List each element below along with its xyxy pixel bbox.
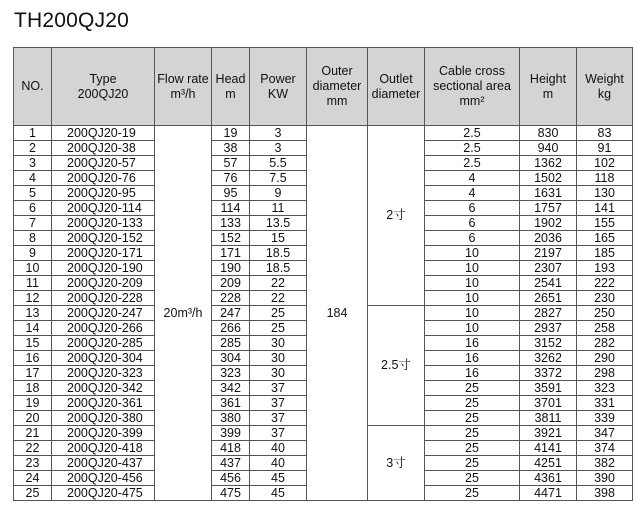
cell-type: 200QJ20-399	[52, 426, 155, 441]
cell-no: 2	[14, 141, 52, 156]
cell-weight: 230	[577, 291, 633, 306]
cell-type: 200QJ20-114	[52, 201, 155, 216]
cell-no: 16	[14, 351, 52, 366]
cell-height: 2827	[520, 306, 577, 321]
cell-weight: 155	[577, 216, 633, 231]
cell-type: 200QJ20-456	[52, 471, 155, 486]
cell-type: 200QJ20-437	[52, 456, 155, 471]
cell-height: 940	[520, 141, 577, 156]
cell-type: 200QJ20-95	[52, 186, 155, 201]
cell-no: 4	[14, 171, 52, 186]
cell-cable-area: 25	[425, 441, 520, 456]
cell-flow-rate: 20m³/h	[155, 126, 212, 501]
cell-power: 18.5	[250, 261, 307, 276]
cell-height: 3701	[520, 396, 577, 411]
table-header-row	[14, 48, 633, 126]
cell-power: 37	[250, 381, 307, 396]
cell-weight: 165	[577, 231, 633, 246]
cell-type: 200QJ20-57	[52, 156, 155, 171]
cell-weight: 250	[577, 306, 633, 321]
cell-height: 2036	[520, 231, 577, 246]
cell-power: 25	[250, 321, 307, 336]
cell-outlet-diameter: 2.5寸	[368, 306, 425, 426]
cell-weight: 185	[577, 246, 633, 261]
cell-power: 45	[250, 486, 307, 501]
cell-power: 13.5	[250, 216, 307, 231]
cell-height: 1631	[520, 186, 577, 201]
cell-type: 200QJ20-247	[52, 306, 155, 321]
cell-height: 1502	[520, 171, 577, 186]
cell-no: 5	[14, 186, 52, 201]
cell-weight: 298	[577, 366, 633, 381]
header-head: Head m	[212, 48, 250, 126]
cell-no: 24	[14, 471, 52, 486]
cell-height: 2197	[520, 246, 577, 261]
header-outer-diameter: Outer diameter mm	[307, 48, 368, 126]
cell-power: 3	[250, 126, 307, 141]
cell-head: 342	[212, 381, 250, 396]
header-cable-area: Cable cross sectional area mm²	[425, 48, 520, 126]
cell-cable-area: 16	[425, 366, 520, 381]
cell-cable-area: 2.5	[425, 156, 520, 171]
cell-height: 3262	[520, 351, 577, 366]
cell-height: 4251	[520, 456, 577, 471]
cell-cable-area: 10	[425, 321, 520, 336]
cell-no: 21	[14, 426, 52, 441]
cell-no: 10	[14, 261, 52, 276]
cell-head: 133	[212, 216, 250, 231]
cell-type: 200QJ20-209	[52, 276, 155, 291]
cell-no: 15	[14, 336, 52, 351]
cell-weight: 398	[577, 486, 633, 501]
cell-power: 5.5	[250, 156, 307, 171]
cell-power: 37	[250, 426, 307, 441]
cell-cable-area: 16	[425, 351, 520, 366]
cell-power: 11	[250, 201, 307, 216]
cell-weight: 323	[577, 381, 633, 396]
cell-head: 475	[212, 486, 250, 501]
cell-cable-area: 25	[425, 396, 520, 411]
cell-cable-area: 25	[425, 381, 520, 396]
cell-weight: 83	[577, 126, 633, 141]
cell-weight: 193	[577, 261, 633, 276]
cell-type: 200QJ20-323	[52, 366, 155, 381]
cell-head: 152	[212, 231, 250, 246]
cell-no: 12	[14, 291, 52, 306]
cell-cable-area: 25	[425, 486, 520, 501]
cell-height: 3921	[520, 426, 577, 441]
cell-cable-area: 25	[425, 456, 520, 471]
cell-height: 4471	[520, 486, 577, 501]
cell-type: 200QJ20-475	[52, 486, 155, 501]
cell-power: 25	[250, 306, 307, 321]
cell-height: 3152	[520, 336, 577, 351]
cell-weight: 222	[577, 276, 633, 291]
cell-cable-area: 2.5	[425, 141, 520, 156]
cell-head: 418	[212, 441, 250, 456]
cell-power: 37	[250, 396, 307, 411]
cell-head: 380	[212, 411, 250, 426]
cell-weight: 390	[577, 471, 633, 486]
cell-no: 23	[14, 456, 52, 471]
cell-height: 2651	[520, 291, 577, 306]
cell-no: 20	[14, 411, 52, 426]
cell-weight: 258	[577, 321, 633, 336]
cell-type: 200QJ20-266	[52, 321, 155, 336]
cell-type: 200QJ20-285	[52, 336, 155, 351]
cell-no: 25	[14, 486, 52, 501]
cell-outer-diameter: 184	[307, 126, 368, 501]
cell-weight: 374	[577, 441, 633, 456]
cell-type: 200QJ20-19	[52, 126, 155, 141]
cell-no: 8	[14, 231, 52, 246]
cell-no: 9	[14, 246, 52, 261]
cell-height: 4141	[520, 441, 577, 456]
cell-cable-area: 6	[425, 231, 520, 246]
cell-height: 2541	[520, 276, 577, 291]
cell-no: 13	[14, 306, 52, 321]
cell-outlet-diameter: 3寸	[368, 426, 425, 501]
cell-weight: 130	[577, 186, 633, 201]
cell-head: 114	[212, 201, 250, 216]
cell-no: 18	[14, 381, 52, 396]
header-flow-rate: Flow rate m³/h	[155, 48, 212, 126]
cell-type: 200QJ20-361	[52, 396, 155, 411]
cell-power: 37	[250, 411, 307, 426]
cell-no: 14	[14, 321, 52, 336]
cell-head: 19	[212, 126, 250, 141]
cell-cable-area: 10	[425, 276, 520, 291]
cell-height: 1757	[520, 201, 577, 216]
header-no: NO.	[14, 48, 52, 126]
cell-outlet-diameter: 2寸	[368, 126, 425, 306]
cell-weight: 290	[577, 351, 633, 366]
cell-head: 304	[212, 351, 250, 366]
header-weight: Weight kg	[577, 48, 633, 126]
cell-power: 30	[250, 366, 307, 381]
cell-head: 228	[212, 291, 250, 306]
cell-height: 3372	[520, 366, 577, 381]
cell-head: 361	[212, 396, 250, 411]
cell-cable-area: 25	[425, 426, 520, 441]
cell-power: 18.5	[250, 246, 307, 261]
cell-head: 266	[212, 321, 250, 336]
cell-no: 19	[14, 396, 52, 411]
cell-cable-area: 6	[425, 216, 520, 231]
cell-height: 3811	[520, 411, 577, 426]
cell-power: 22	[250, 276, 307, 291]
cell-no: 3	[14, 156, 52, 171]
cell-power: 30	[250, 351, 307, 366]
cell-cable-area: 4	[425, 171, 520, 186]
cell-cable-area: 25	[425, 471, 520, 486]
table-body	[14, 126, 633, 501]
cell-power: 40	[250, 441, 307, 456]
cell-head: 57	[212, 156, 250, 171]
cell-weight: 339	[577, 411, 633, 426]
cell-head: 247	[212, 306, 250, 321]
cell-cable-area: 25	[425, 411, 520, 426]
cell-weight: 347	[577, 426, 633, 441]
cell-power: 40	[250, 456, 307, 471]
cell-power: 45	[250, 471, 307, 486]
cell-power: 15	[250, 231, 307, 246]
cell-type: 200QJ20-38	[52, 141, 155, 156]
cell-head: 190	[212, 261, 250, 276]
cell-power: 22	[250, 291, 307, 306]
cell-no: 7	[14, 216, 52, 231]
table-row	[14, 126, 633, 141]
cell-type: 200QJ20-171	[52, 246, 155, 261]
cell-height: 2307	[520, 261, 577, 276]
cell-type: 200QJ20-418	[52, 441, 155, 456]
cell-head: 285	[212, 336, 250, 351]
header-power: Power KW	[250, 48, 307, 126]
cell-height: 1362	[520, 156, 577, 171]
cell-head: 95	[212, 186, 250, 201]
cell-type: 200QJ20-133	[52, 216, 155, 231]
page-title: TH200QJ20	[14, 9, 130, 32]
cell-weight: 118	[577, 171, 633, 186]
cell-weight: 102	[577, 156, 633, 171]
cell-no: 1	[14, 126, 52, 141]
cell-type: 200QJ20-76	[52, 171, 155, 186]
cell-height: 2937	[520, 321, 577, 336]
cell-type: 200QJ20-304	[52, 351, 155, 366]
cell-power: 30	[250, 336, 307, 351]
cell-head: 171	[212, 246, 250, 261]
spec-table	[13, 47, 633, 501]
cell-head: 399	[212, 426, 250, 441]
cell-weight: 141	[577, 201, 633, 216]
cell-no: 17	[14, 366, 52, 381]
cell-no: 11	[14, 276, 52, 291]
header-height: Height m	[520, 48, 577, 126]
cell-head: 38	[212, 141, 250, 156]
cell-cable-area: 4	[425, 186, 520, 201]
cell-cable-area: 10	[425, 246, 520, 261]
cell-weight: 382	[577, 456, 633, 471]
cell-height: 1902	[520, 216, 577, 231]
cell-head: 76	[212, 171, 250, 186]
cell-cable-area: 6	[425, 201, 520, 216]
header-outlet-diameter: Outlet diameter	[368, 48, 425, 126]
cell-cable-area: 10	[425, 306, 520, 321]
cell-type: 200QJ20-380	[52, 411, 155, 426]
cell-power: 3	[250, 141, 307, 156]
cell-head: 323	[212, 366, 250, 381]
cell-weight: 282	[577, 336, 633, 351]
cell-weight: 331	[577, 396, 633, 411]
cell-cable-area: 2.5	[425, 126, 520, 141]
cell-power: 7.5	[250, 171, 307, 186]
cell-height: 3591	[520, 381, 577, 396]
cell-head: 209	[212, 276, 250, 291]
cell-no: 6	[14, 201, 52, 216]
cell-height: 4361	[520, 471, 577, 486]
cell-cable-area: 10	[425, 261, 520, 276]
cell-cable-area: 10	[425, 291, 520, 306]
cell-type: 200QJ20-190	[52, 261, 155, 276]
cell-height: 830	[520, 126, 577, 141]
header-type: Type 200QJ20	[52, 48, 155, 126]
cell-type: 200QJ20-228	[52, 291, 155, 306]
cell-power: 9	[250, 186, 307, 201]
cell-weight: 91	[577, 141, 633, 156]
cell-cable-area: 16	[425, 336, 520, 351]
cell-type: 200QJ20-152	[52, 231, 155, 246]
cell-no: 22	[14, 441, 52, 456]
cell-head: 437	[212, 456, 250, 471]
cell-type: 200QJ20-342	[52, 381, 155, 396]
cell-head: 456	[212, 471, 250, 486]
